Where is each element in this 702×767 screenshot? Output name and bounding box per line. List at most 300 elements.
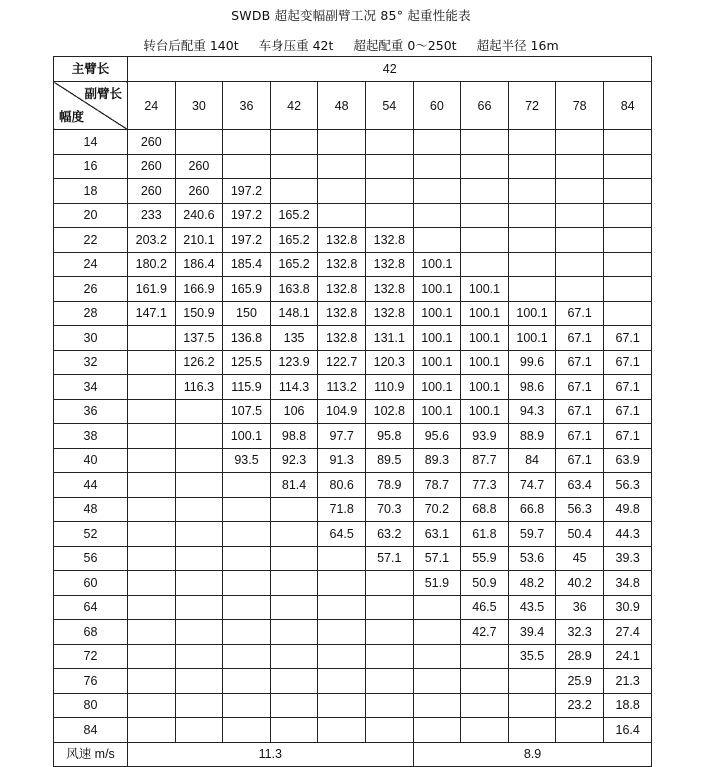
capacity-cell <box>508 154 556 179</box>
capacity-cell: 132.8 <box>318 326 366 351</box>
capacity-cell: 94.3 <box>508 399 556 424</box>
table-row <box>54 669 652 694</box>
capacity-cell: 107.5 <box>223 399 271 424</box>
capacity-cell: 95.6 <box>413 424 461 449</box>
capacity-cell <box>223 546 271 571</box>
capacity-cell <box>365 718 413 743</box>
capacity-cell <box>175 522 223 547</box>
capacity-cell <box>175 424 223 449</box>
capacity-cell: 63.1 <box>413 522 461 547</box>
capacity-cell: 150 <box>223 301 271 326</box>
capacity-cell: 100.1 <box>413 252 461 277</box>
capacity-cell <box>413 595 461 620</box>
capacity-cell: 30.9 <box>603 595 652 620</box>
capacity-cell: 110.9 <box>365 375 413 400</box>
capacity-cell: 74.7 <box>508 473 556 498</box>
capacity-cell: 260 <box>128 179 176 204</box>
capacity-cell: 87.7 <box>461 448 509 473</box>
capacity-cell: 100.1 <box>508 326 556 351</box>
capacity-cell: 166.9 <box>175 277 223 302</box>
capacity-cell: 27.4 <box>603 620 652 645</box>
capacity-cell: 80.6 <box>318 473 366 498</box>
capacity-cell <box>556 130 604 155</box>
capacity-cell: 137.5 <box>175 326 223 351</box>
aux-length-header: 78 <box>556 82 604 130</box>
capacity-cell <box>270 522 318 547</box>
capacity-cell: 67.1 <box>603 326 652 351</box>
capacity-cell <box>461 154 509 179</box>
capacity-cell: 132.8 <box>318 277 366 302</box>
capacity-cell: 240.6 <box>175 203 223 228</box>
body-weight-text: 车身压重 42t <box>258 38 334 53</box>
capacity-cell: 136.8 <box>223 326 271 351</box>
capacity-cell: 50.9 <box>461 571 509 596</box>
capacity-cell <box>128 718 176 743</box>
capacity-cell: 126.2 <box>175 350 223 375</box>
capacity-cell <box>175 620 223 645</box>
table-row <box>54 228 652 253</box>
capacity-cell: 132.8 <box>318 301 366 326</box>
capacity-cell: 67.1 <box>603 375 652 400</box>
radius-cell: 34 <box>54 375 128 400</box>
capacity-cell <box>128 669 176 694</box>
table-row <box>54 179 652 204</box>
capacity-cell <box>128 424 176 449</box>
capacity-cell: 93.5 <box>223 448 271 473</box>
capacity-cell <box>318 620 366 645</box>
capacity-cell: 100.1 <box>413 301 461 326</box>
capacity-cell: 67.1 <box>556 301 604 326</box>
capacity-cell <box>318 154 366 179</box>
capacity-cell: 106 <box>270 399 318 424</box>
capacity-cell: 46.5 <box>461 595 509 620</box>
capacity-cell: 132.8 <box>365 252 413 277</box>
radius-cell: 44 <box>54 473 128 498</box>
capacity-cell <box>508 669 556 694</box>
capacity-cell: 88.9 <box>508 424 556 449</box>
radius-cell: 18 <box>54 179 128 204</box>
capacity-cell: 123.9 <box>270 350 318 375</box>
radius-cell: 20 <box>54 203 128 228</box>
capacity-cell <box>461 203 509 228</box>
capacity-cell <box>508 277 556 302</box>
capacity-cell: 53.6 <box>508 546 556 571</box>
capacity-cell: 67.1 <box>556 399 604 424</box>
capacity-cell <box>556 154 604 179</box>
capacity-cell: 67.1 <box>603 424 652 449</box>
capacity-cell <box>318 546 366 571</box>
radius-cell: 16 <box>54 154 128 179</box>
capacity-cell: 50.4 <box>556 522 604 547</box>
capacity-cell <box>128 693 176 718</box>
aux-length-header: 84 <box>603 82 652 130</box>
capacity-cell <box>413 228 461 253</box>
capacity-cell <box>365 595 413 620</box>
capacity-cell: 48.2 <box>508 571 556 596</box>
capacity-cell: 24.1 <box>603 644 652 669</box>
capacity-cell <box>128 644 176 669</box>
capacity-cell <box>413 154 461 179</box>
table-row <box>54 399 652 424</box>
capacity-cell: 132.8 <box>318 252 366 277</box>
capacity-cell <box>603 154 652 179</box>
capacity-cell <box>508 252 556 277</box>
aux-length-header: 66 <box>461 82 509 130</box>
capacity-cell: 35.5 <box>508 644 556 669</box>
capacity-cell <box>270 693 318 718</box>
capacity-cell <box>175 595 223 620</box>
capacity-cell: 120.3 <box>365 350 413 375</box>
capacity-cell: 125.5 <box>223 350 271 375</box>
capacity-cell: 150.9 <box>175 301 223 326</box>
radius-cell: 26 <box>54 277 128 302</box>
capacity-cell <box>175 644 223 669</box>
capacity-cell: 116.3 <box>175 375 223 400</box>
capacity-cell <box>318 595 366 620</box>
capacity-cell <box>128 497 176 522</box>
capacity-cell <box>365 571 413 596</box>
capacity-cell: 163.8 <box>270 277 318 302</box>
capacity-cell: 100.1 <box>508 301 556 326</box>
capacity-cell <box>270 718 318 743</box>
table-row <box>54 350 652 375</box>
capacity-cell <box>175 718 223 743</box>
capacity-cell: 161.9 <box>128 277 176 302</box>
table-row <box>54 424 652 449</box>
table-row <box>54 546 652 571</box>
capacity-cell: 42.7 <box>461 620 509 645</box>
capacity-cell: 78.7 <box>413 473 461 498</box>
capacity-cell <box>175 571 223 596</box>
table-row <box>54 130 652 155</box>
capacity-cell <box>223 620 271 645</box>
capacity-cell <box>318 130 366 155</box>
capacity-cell <box>556 277 604 302</box>
capacity-cell: 66.8 <box>508 497 556 522</box>
capacity-cell: 63.2 <box>365 522 413 547</box>
capacity-cell: 34.8 <box>603 571 652 596</box>
capacity-cell <box>223 130 271 155</box>
capacity-cell <box>175 473 223 498</box>
capacity-cell <box>508 718 556 743</box>
capacity-cell <box>413 669 461 694</box>
capacity-cell: 56.3 <box>603 473 652 498</box>
diagonal-header-cell <box>54 82 128 130</box>
capacity-cell <box>556 228 604 253</box>
capacity-cell: 67.1 <box>556 424 604 449</box>
table-row <box>54 644 652 669</box>
aux-length-header: 36 <box>223 82 271 130</box>
radius-cell: 60 <box>54 571 128 596</box>
capacity-cell <box>508 130 556 155</box>
capacity-cell <box>461 179 509 204</box>
capacity-cell <box>175 448 223 473</box>
capacity-cell: 97.7 <box>318 424 366 449</box>
capacity-cell: 39.3 <box>603 546 652 571</box>
capacity-cell <box>413 130 461 155</box>
capacity-cell: 57.1 <box>365 546 413 571</box>
capacity-cell: 165.2 <box>270 252 318 277</box>
radius-cell: 64 <box>54 595 128 620</box>
capacity-cell <box>508 179 556 204</box>
capacity-cell: 98.6 <box>508 375 556 400</box>
capacity-cell: 67.1 <box>556 375 604 400</box>
capacity-cell <box>508 228 556 253</box>
main-boom-value: 42 <box>128 57 652 82</box>
capacity-cell: 68.8 <box>461 497 509 522</box>
capacity-cell: 180.2 <box>128 252 176 277</box>
radius-cell: 56 <box>54 546 128 571</box>
radius-cell: 28 <box>54 301 128 326</box>
capacity-cell: 100.1 <box>461 301 509 326</box>
capacity-cell <box>603 228 652 253</box>
capacity-cell: 39.4 <box>508 620 556 645</box>
capacity-cell: 70.3 <box>365 497 413 522</box>
capacity-cell <box>461 669 509 694</box>
capacity-cell: 186.4 <box>175 252 223 277</box>
capacity-cell: 113.2 <box>318 375 366 400</box>
capacity-cell: 36 <box>556 595 604 620</box>
capacity-cell: 233 <box>128 203 176 228</box>
capacity-cell: 40.2 <box>556 571 604 596</box>
radius-cell: 48 <box>54 497 128 522</box>
capacity-cell <box>461 693 509 718</box>
capacity-cell: 84 <box>508 448 556 473</box>
capacity-cell: 100.1 <box>461 399 509 424</box>
capacity-cell <box>603 179 652 204</box>
capacity-cell <box>128 595 176 620</box>
capacity-cell: 100.1 <box>461 277 509 302</box>
capacity-cell <box>223 669 271 694</box>
capacity-cell <box>365 203 413 228</box>
capacity-cell: 45 <box>556 546 604 571</box>
capacity-cell <box>318 179 366 204</box>
table-row <box>54 571 652 596</box>
capacity-cell <box>603 203 652 228</box>
capacity-cell <box>413 179 461 204</box>
capacity-cell: 165.9 <box>223 277 271 302</box>
radius-cell: 24 <box>54 252 128 277</box>
capacity-cell: 114.3 <box>270 375 318 400</box>
radius-cell: 72 <box>54 644 128 669</box>
capacity-cell: 70.2 <box>413 497 461 522</box>
counterweight-text: 转台后配重 140t <box>143 38 239 53</box>
capacity-cell: 100.1 <box>413 375 461 400</box>
capacity-cell: 132.8 <box>365 277 413 302</box>
capacity-cell: 132.8 <box>318 228 366 253</box>
capacity-cell: 165.2 <box>270 203 318 228</box>
radius-cell: 40 <box>54 448 128 473</box>
table-row <box>54 301 652 326</box>
radius-cell: 68 <box>54 620 128 645</box>
capacity-cell <box>128 571 176 596</box>
capacity-cell <box>270 669 318 694</box>
capacity-cell <box>270 595 318 620</box>
capacity-cell <box>556 252 604 277</box>
aux-length-header: 54 <box>365 82 413 130</box>
radius-cell: 76 <box>54 669 128 694</box>
radius-cell: 36 <box>54 399 128 424</box>
table-row <box>54 620 652 645</box>
capacity-cell: 100.1 <box>413 277 461 302</box>
capacity-cell: 67.1 <box>603 350 652 375</box>
capacity-cell <box>508 693 556 718</box>
capacity-cell: 210.1 <box>175 228 223 253</box>
capacity-cell: 185.4 <box>223 252 271 277</box>
capacity-cell: 260 <box>128 154 176 179</box>
wind-speed-value-right: 8.9 <box>413 742 652 767</box>
capacity-cell: 95.8 <box>365 424 413 449</box>
table-row <box>54 203 652 228</box>
capacity-cell: 132.8 <box>365 228 413 253</box>
capacity-cell <box>128 326 176 351</box>
capacity-cell <box>556 203 604 228</box>
aux-length-header: 60 <box>413 82 461 130</box>
capacity-cell: 197.2 <box>223 228 271 253</box>
capacity-cell <box>413 203 461 228</box>
table-row <box>54 595 652 620</box>
main-boom-label: 主臂长 <box>54 57 128 82</box>
table-row <box>54 497 652 522</box>
capacity-cell <box>413 718 461 743</box>
aux-boom-label: 副臂长 <box>84 87 122 101</box>
capacity-cell <box>223 595 271 620</box>
capacity-cell: 56.3 <box>556 497 604 522</box>
capacity-cell: 99.6 <box>508 350 556 375</box>
capacity-cell: 18.8 <box>603 693 652 718</box>
capacity-cell <box>318 718 366 743</box>
aux-length-header: 48 <box>318 82 366 130</box>
capacity-cell <box>223 497 271 522</box>
radius-cell: 80 <box>54 693 128 718</box>
capacity-cell <box>270 130 318 155</box>
superlift-text: 超起配重 0～250t <box>353 38 457 53</box>
capacity-cell <box>223 571 271 596</box>
capacity-cell <box>175 669 223 694</box>
capacity-cell <box>603 252 652 277</box>
capacity-cell <box>365 669 413 694</box>
capacity-cell: 78.9 <box>365 473 413 498</box>
capacity-cell: 21.3 <box>603 669 652 694</box>
table-row <box>54 154 652 179</box>
capacity-cell <box>461 644 509 669</box>
page-title: SWDB 超起变幅副臂工况 85° 起重性能表 <box>231 8 471 23</box>
capacity-cell: 32.3 <box>556 620 604 645</box>
table-row <box>54 522 652 547</box>
capacity-cell: 49.8 <box>603 497 652 522</box>
capacity-cell <box>175 546 223 571</box>
capacity-cell: 165.2 <box>270 228 318 253</box>
radius-cell: 84 <box>54 718 128 743</box>
aux-length-header: 42 <box>270 82 318 130</box>
capacity-cell <box>128 522 176 547</box>
capacity-cell <box>128 620 176 645</box>
capacity-cell <box>556 718 604 743</box>
capacity-cell <box>175 693 223 718</box>
capacity-cell <box>223 154 271 179</box>
capacity-cell <box>128 350 176 375</box>
capacity-cell: 115.9 <box>223 375 271 400</box>
capacity-cell <box>365 644 413 669</box>
capacity-cell <box>508 203 556 228</box>
capacity-cell: 100.1 <box>413 350 461 375</box>
capacity-cell: 135 <box>270 326 318 351</box>
capacity-cell <box>365 693 413 718</box>
capacity-cell: 91.3 <box>318 448 366 473</box>
capacity-cell <box>128 448 176 473</box>
capacity-cell: 102.8 <box>365 399 413 424</box>
capacity-cell <box>270 644 318 669</box>
capacity-cell: 131.1 <box>365 326 413 351</box>
capacity-cell: 77.3 <box>461 473 509 498</box>
aux-length-header: 72 <box>508 82 556 130</box>
aux-length-header: 24 <box>128 82 176 130</box>
table-row <box>54 277 652 302</box>
main-boom-header-row <box>54 57 652 82</box>
capacity-cell <box>223 473 271 498</box>
capacity-cell <box>270 546 318 571</box>
capacity-cell: 132.8 <box>365 301 413 326</box>
capacity-cell: 64.5 <box>318 522 366 547</box>
capacity-cell <box>413 644 461 669</box>
aux-length-header: 30 <box>175 82 223 130</box>
capacity-cell <box>270 571 318 596</box>
wind-speed-value-left: 11.3 <box>128 742 414 767</box>
capacity-cell: 89.5 <box>365 448 413 473</box>
capacity-cell <box>128 375 176 400</box>
capacity-cell <box>603 277 652 302</box>
capacity-cell: 28.9 <box>556 644 604 669</box>
capacity-cell: 203.2 <box>128 228 176 253</box>
capacity-cell: 100.1 <box>461 375 509 400</box>
capacity-cell: 98.8 <box>270 424 318 449</box>
capacity-cell <box>175 497 223 522</box>
capacity-cell <box>413 693 461 718</box>
capacity-cell <box>365 179 413 204</box>
capacity-cell: 89.3 <box>413 448 461 473</box>
capacity-cell: 61.8 <box>461 522 509 547</box>
page-subtitle <box>0 36 702 54</box>
load-chart-table <box>53 56 652 767</box>
capacity-cell <box>365 620 413 645</box>
capacity-cell <box>318 693 366 718</box>
table-row <box>54 375 652 400</box>
capacity-cell <box>461 252 509 277</box>
capacity-cell: 43.5 <box>508 595 556 620</box>
radius-label: 幅度 <box>59 110 85 124</box>
capacity-cell <box>128 473 176 498</box>
capacity-cell: 100.1 <box>413 399 461 424</box>
capacity-cell <box>270 179 318 204</box>
radius-cell: 30 <box>54 326 128 351</box>
table-row <box>54 693 652 718</box>
capacity-cell: 93.9 <box>461 424 509 449</box>
capacity-cell <box>365 130 413 155</box>
capacity-cell: 100.1 <box>461 350 509 375</box>
capacity-cell <box>603 130 652 155</box>
capacity-cell: 67.1 <box>603 399 652 424</box>
radius-cell: 52 <box>54 522 128 547</box>
capacity-cell: 55.9 <box>461 546 509 571</box>
superlift-radius-text: 超起半径 16m <box>476 38 559 53</box>
capacity-cell <box>318 571 366 596</box>
radius-cell: 22 <box>54 228 128 253</box>
capacity-cell: 260 <box>175 179 223 204</box>
capacity-cell: 122.7 <box>318 350 366 375</box>
capacity-cell: 71.8 <box>318 497 366 522</box>
capacity-cell: 197.2 <box>223 179 271 204</box>
capacity-cell <box>223 644 271 669</box>
